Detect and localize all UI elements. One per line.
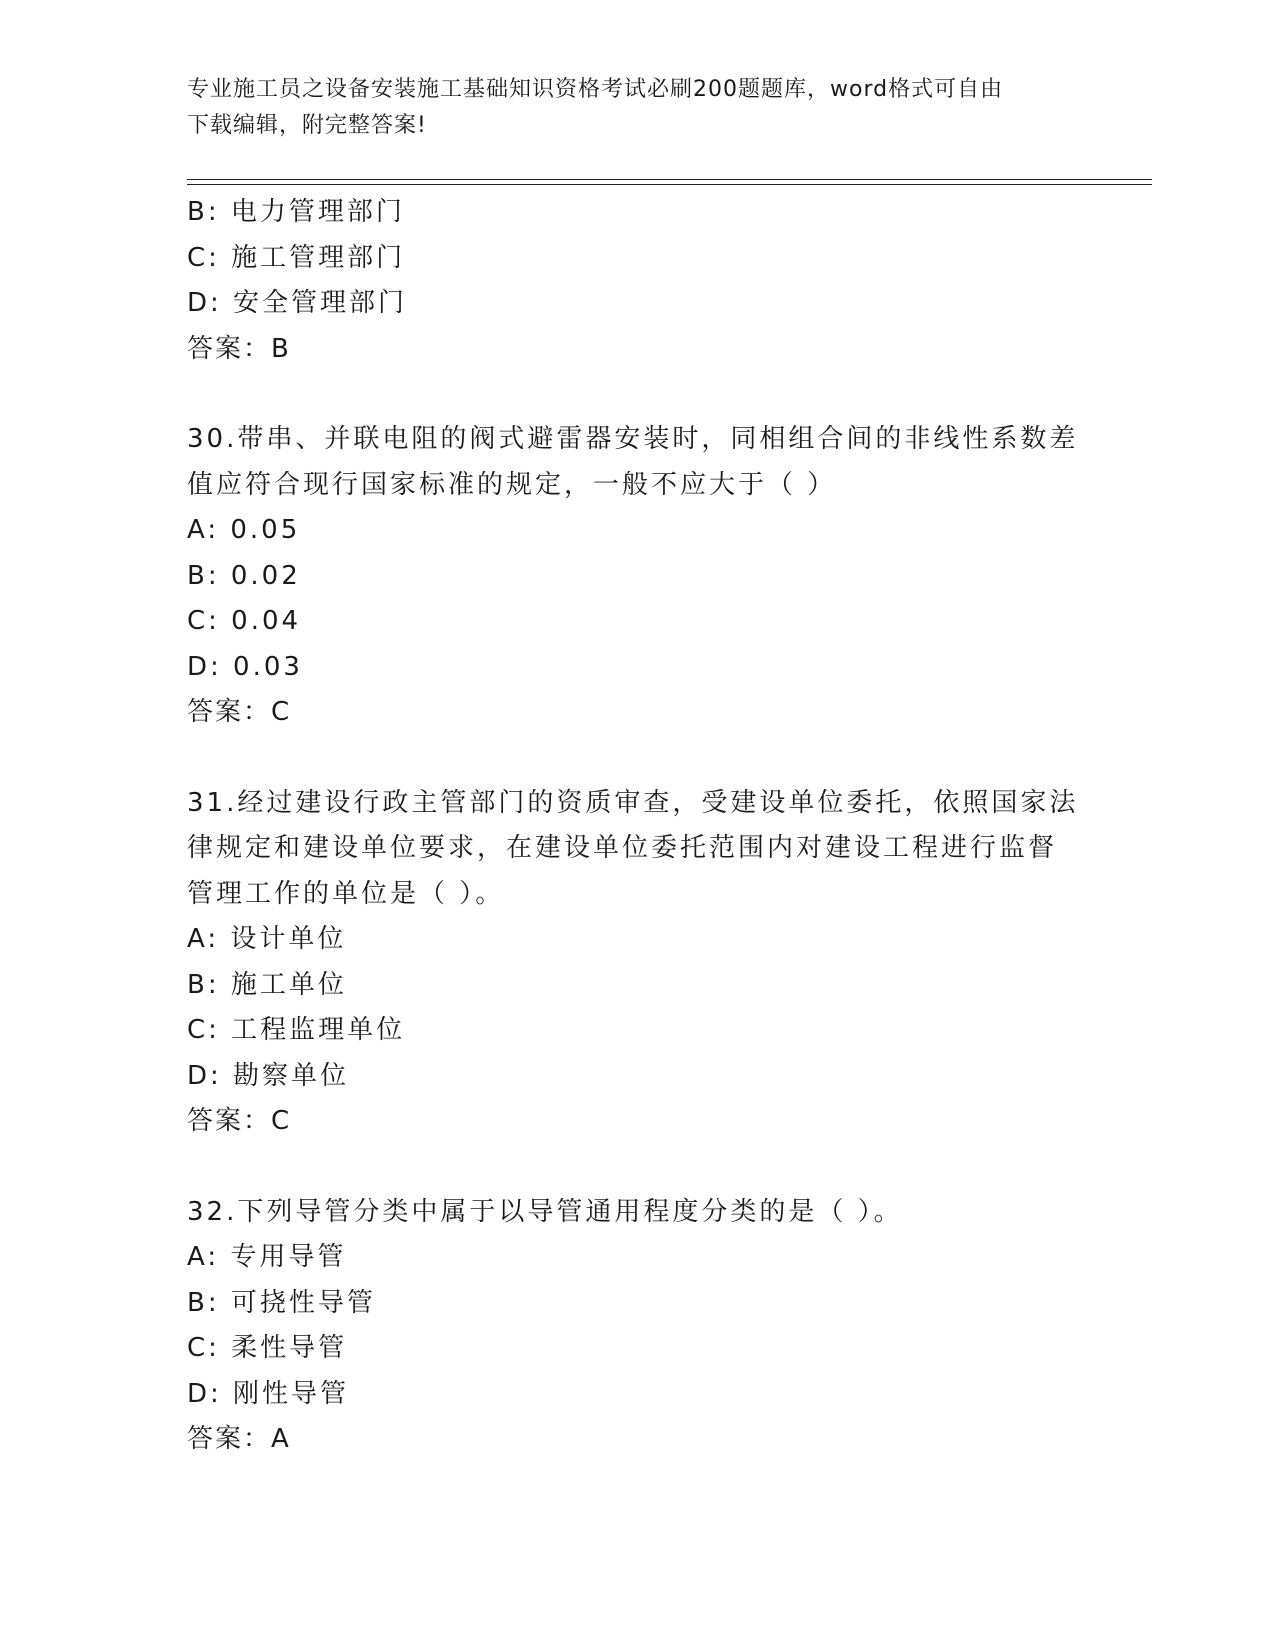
question-text-line: 30.带串、并联电阻的阀式避雷器安装时，同相组合间的非线性系数差 [187,424,1079,454]
question-text-line: 律规定和建设单位要求，在建设单位委托范围内对建设工程进行监督 [187,833,1058,863]
answer: 答案：B [187,333,291,364]
answer: 答案：A [187,1424,291,1454]
option-d: D: 勘察单位 [187,1060,350,1091]
question-text-line: 31.经过建设行政主管部门的资质审查，受建设单位委托，依照国家法 [187,787,1079,818]
header-title-line-2: 下载编辑，附完整答案! [187,113,427,138]
header-divider [187,179,1152,185]
question-text [187,417,1087,508]
answer: 答案：C [187,697,292,727]
question-31 [187,781,1087,1145]
question-text-line: 管理工作的单位是（ ）。 [187,878,505,909]
option-b: B: 电力管理部门 [187,197,405,227]
question-30 [187,417,1087,736]
option-d: D: 0.03 [187,651,303,682]
question-text-line: 值应符合现行国家标准的规定，一般不应大于（ ） [187,469,837,500]
question-list [187,190,1087,1463]
question-32 [187,1190,1087,1463]
option-a: A: 设计单位 [187,924,347,954]
option-c: C: 施工管理部门 [187,242,406,273]
option-b: B: 0.02 [187,560,301,591]
question-text-line: 32.下列导管分类中属于以导管通用程度分类的是（ ）。 [187,1196,903,1227]
question-text [187,1190,1087,1236]
option-c: C: 柔性导管 [187,1333,348,1363]
option-b: B: 可挠性导管 [187,1287,376,1318]
option-c: C: 工程监理单位 [187,1015,406,1045]
answer: 答案：C [187,1106,292,1136]
option-a: A: 专用导管 [187,1242,347,1272]
option-c: C: 0.04 [187,606,302,636]
previous-question-tail [187,190,1087,372]
document-header [187,72,1067,144]
option-d: D: 安全管理部门 [187,288,408,318]
option-d: D: 刚性导管 [187,1378,350,1409]
header-title-line-1: 专业施工员之设备安装施工基础知识资格考试必刷200题题库，word格式可自由 [187,77,1004,102]
question-text [187,781,1087,918]
option-a: A: 0.05 [187,515,301,545]
option-b: B: 施工单位 [187,969,347,1000]
